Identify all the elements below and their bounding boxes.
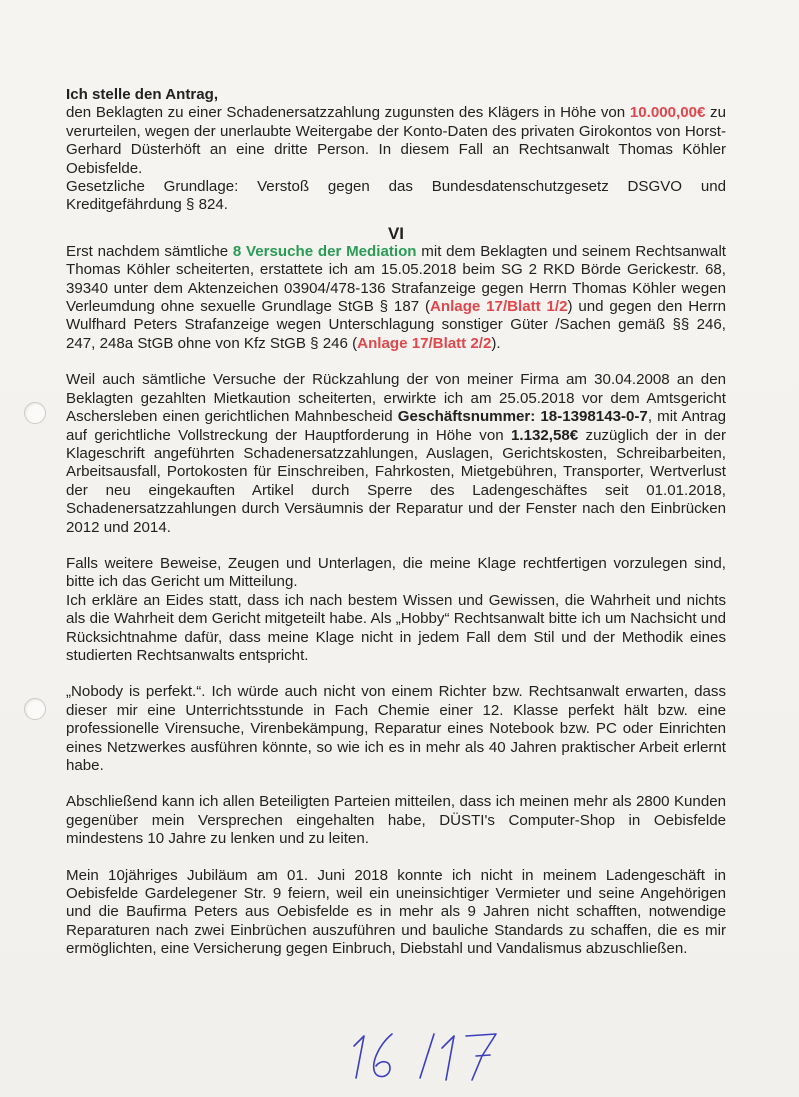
nobody-paragraph: „Nobody is perfekt.“. Ich würde auch nicht von einem Richter bzw. Rechtsanwalt erwarten, dass dieser mir eine Unterrichtsstunde in Fach Chemie einer 12. Klasse perfekt hält bzw. eine professionelle Virensuche, Virenbekämpung, Reparatur eines Notebook bzw. PC oder Einrichten eines Netzwerkes ausführen könnte, so wie ich es in mehr als 40 Jahren praktischer Arbeit erlernt habe. — [66, 683, 726, 774]
section-numeral: VI — [387, 223, 405, 243]
antrag-paragraph — [66, 104, 726, 178]
handwritten-page-number — [350, 1026, 510, 1086]
vi-text-3: ) und gegen den Herrn Wulfhard Peters Strafanzeige wegen Unterschlagung sonstiger Güter /Sachen gemäß §§ 246, 247, 248a StGB ohne von Kfz StGB § 246 ( — [66, 298, 727, 352]
beweise-paragraph: Falls weitere Beweise, Zeugen und Unterlagen, die meine Klage rechtfertigen vorzulegen sind, bitte ich das Gericht um Mitteilung. — [66, 554, 726, 591]
mietkaution-paragraph — [66, 371, 726, 537]
antrag-heading: Ich stelle den Antrag, — [66, 86, 219, 103]
vi-text-2: mit dem Beklagten und seinem Rechtsanwalt Thomas Köhler scheiterten, erstattete ich am 15.05.2018 beim SG 2 RKD Börde Gerickestr. 68, 39340 unter dem Aktenzeichen 03904/478-136 Strafanzeige gegen Herrn Thomas Köhler wegen Verleumdung ohne sexuelle Grundlage StGB § 187 ( — [66, 242, 726, 316]
mk-text-3: zuzüglich der in der Klageschrift angeführten Schadenersatzzahlungen, Auslagen, Gerichtskosten, Schreibarbeiten, Arbeitsausfall, Portokosten für Einschreiben, Fahrkosten, Mietgebühren, Transporter, Wertverlust der neu eingekauften Artikel durch Sperre des Ladengeschäftes seit 01.01.2018, Schadenersatzzahlungen durch Versäumnis der Reparatur und der Fenster nach den Einbrücken 2012 und 2014. — [66, 426, 726, 536]
section-vi-paragraph — [66, 243, 726, 353]
eides-paragraph: Ich erkläre an Eides statt, dass ich nach bestem Wissen und Gewissen, die Wahrheit und nichts als die Wahrheit dem Gericht mitgeteilt habe. Als „Hobby“ Rechtsanwalt bitte ich um Nachsicht und Rücksichtnahme dafür, dass meine Klage nicht in jedem Fall dem Stil und der Methodik eines studierten Rechtsanwalts entspricht. — [66, 591, 726, 664]
mk-text-1: Weil auch sämtliche Versuche der Rückzahlung der von meiner Firma am 30.04.2008 an den Beklagten gezahlten Mietkaution scheiterten, erwirkte ich am 25.05.2018 vor dem Amtsgericht Aschersleben einen gerichtlichen Mahnbescheid — [66, 371, 726, 426]
punch-hole-top — [24, 402, 46, 424]
mediation-highlight: 8 Versuche der Mediation — [232, 242, 417, 260]
anlage-1-ref: Anlage 17/Blatt 1/2 — [429, 298, 568, 316]
antrag-text-1: den Beklagten zu einer Schadenersatzzahlung zugunsten des Klägers in Höhe von — [66, 104, 630, 122]
document-body — [66, 86, 726, 959]
vi-text-1: Erst nachdem sämtliche — [66, 242, 233, 260]
jubilaeum-paragraph: Mein 10jähriges Jubiläum am 01. Juni 2018 konnte ich nicht in meinem Ladengeschäft in Oebisfelde Gardelegener Str. 9 feiern, weil ein uneinsichtiger Vermieter und seine Angehörigen und die Baufirma Peters aus Oebisfelde es in mehr als 9 Jahren nicht schafften, notwendige Reparaturen nach zwei Einbrüchen auszuführen und bauliche Standards zu schaffen, die es mir ermöglichten, eine Versicherung gegen Einbruch, Diebstahl und Vandalismus abzuschließen. — [66, 866, 726, 958]
vi-text-4: ). — [491, 334, 501, 352]
mk-text-2: , mit Antrag auf gerichtliche Vollstreckung der Hauptforderung in Höhe von — [66, 408, 726, 444]
antrag-amount: 10.000,00€ — [629, 104, 706, 122]
antrag-text-2: zu verurteilen, wegen der unerlaubte Weitergabe der Konto-Daten des privaten Girokontos von Horst-Gerhard Düsterhöft an eine dritte Person. In diesem Fall an Rechtsanwalt Thomas Köhler Oebisfelde. — [66, 104, 726, 177]
abschluss-paragraph: Abschließend kann ich allen Beteiligten Parteien mitteilen, dass ich meinen mehr als 2800 Kunden gegenüber mein Versprechen eingehalten habe, DÜSTI's Computer-Shop in Oebisfelde mindestens 10 Jahre zu lenken und zu leiten. — [66, 793, 726, 848]
anlage-2-ref: Anlage 17/Blatt 2/2 — [357, 334, 492, 352]
punch-hole-bottom — [24, 698, 46, 720]
mk-amount: 1.132,58€ — [511, 426, 579, 444]
geschaeftsnummer: Geschäftsnummer: 18-1398143-0-7 — [397, 408, 648, 426]
legal-basis: Gesetzliche Grundlage: Verstoß gegen das Bundesdatenschutzgesetz DSGVO und Kreditgefährdung § 824. — [66, 178, 726, 214]
